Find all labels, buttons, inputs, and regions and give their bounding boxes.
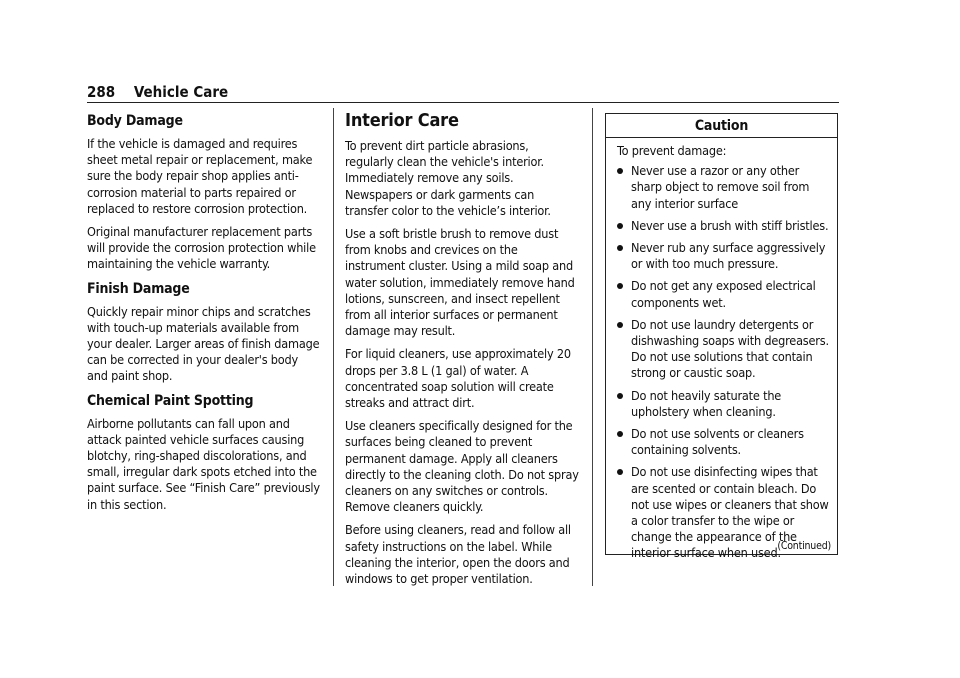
interior-care-paragraph: For liquid cleaners, use approximately 20 drops per 3.8 L (1 gal) of water. A concentrated soap solution will create streaks and attract dirt. [345,346,571,411]
left-column [87,110,321,520]
body-damage-heading: Body Damage [87,113,183,129]
caution-item [617,426,831,458]
caution-box [605,113,838,561]
caution-body [606,138,837,562]
interior-care-paragraph: Use cleaners specifically designed for the surfaces being cleaned to prevent permanent damage. Apply all cleaners directly to the cleaning cloth. Do not spray cleaners on any switches or controls. Remove cleaners quickly. [345,418,579,515]
caution-item [617,240,831,272]
bullet-icon [617,245,623,251]
caution-item-text: Do not use disinfecting wipes that are scented or contain bleach. Do not use wipes or cleaners that show a color transfer to the wipe or change the appearance of the interior surface when used. [631,464,829,561]
interior-care-paragraph: Before using cleaners, read and follow all safety instructions on the label. While cleaning the interior, open the doors and windows to get proper ventilation. [345,522,571,587]
caution-item-text: Do not get any exposed electrical components wet. [631,278,816,310]
bullet-icon [617,223,623,229]
bullet-icon [617,469,623,475]
page-number: 288 [87,83,116,101]
column-divider-right [592,108,593,586]
chemical-paint-heading: Chemical Paint Spotting [87,392,254,409]
bullet-icon [617,283,623,289]
bullet-icon [617,322,623,328]
interior-care-heading: Interior Care [345,110,459,131]
page-header [87,82,839,103]
body-damage-paragraph: If the vehicle is damaged and requires sheet metal repair or replacement, make sure the body repair shop applies anti-corrosion material to parts repaired or replaced to restore corrosion protection. [87,136,313,216]
section-title: Vehicle Care [133,83,229,101]
continued-label: (Continued) [777,540,831,552]
caution-list [617,163,831,561]
interior-care-paragraph: To prevent dirt particle abrasions, regularly clean the vehicle's interior. Immediately remove any soils. Newspapers or dark garments can transfer color to the vehicle’s interior. [345,138,551,218]
caution-item-text: Never use a razor or any other sharp object to remove soil from any interior surface [631,163,810,211]
chemical-paint-paragraph: Airborne pollutants can fall upon and attack painted vehicle surfaces causing blotchy, ring-shaped discolorations, and small, irregular dark spots etched into the paint surface. See “Finish Care” previously in this section. [87,415,320,512]
finish-damage-paragraph: Quickly repair minor chips and scratches with touch-up materials available from your dealer. Larger areas of finish damage can be corrected in your dealer's body and paint shop. [87,303,320,384]
bullet-icon [617,431,623,437]
bullet-icon [617,393,623,399]
caution-item [617,278,831,310]
caution-title: Caution [606,114,837,138]
column-divider-left [333,108,334,586]
caution-item [617,218,831,234]
caution-item-text: Do not heavily saturate the upholstery when cleaning. [631,387,782,419]
interior-care-paragraph: Use a soft bristle brush to remove dust from knobs and crevices on the instrument cluster. Using a mild soap and water solution, immediately remove hand lotions, sunscreen, and insect repellent from all interior surfaces or permanent damage may result. [345,226,575,339]
body-damage-paragraph: Original manufacturer replacement parts will provide the corrosion protection while maintaining the vehicle warranty. [87,224,316,272]
caution-item-text: Do not use solvents or cleaners containing solvents. [631,426,804,458]
middle-column [345,110,580,594]
caution-intro: To prevent damage: [617,143,727,158]
caution-item [617,163,831,212]
caution-item-text: Never use a brush with stiff bristles. [631,217,829,233]
bullet-icon [617,168,623,174]
caution-item-text: Do not use laundry detergents or dishwashing soaps with degreasers. Do not use solutions that contain strong or caustic soap. [631,316,829,381]
caution-item [617,388,831,420]
finish-damage-heading: Finish Damage [87,280,190,297]
caution-item-text: Never rub any surface aggressively or with too much pressure. [631,240,826,272]
caution-item [617,317,831,382]
